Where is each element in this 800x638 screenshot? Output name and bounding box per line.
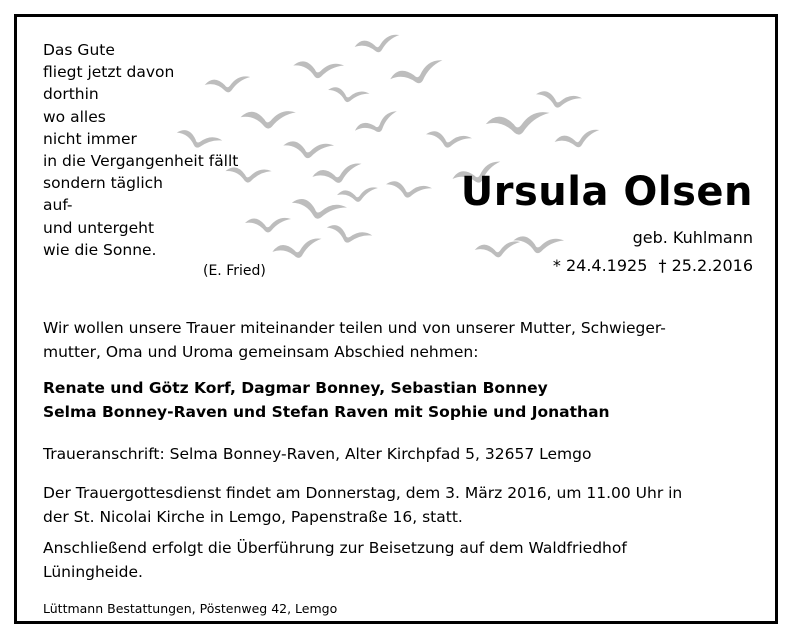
bird-silhouette (245, 218, 291, 233)
bird-silhouette (389, 59, 447, 90)
bird-silhouette (292, 60, 344, 80)
death-date: † 25.2.2016 (658, 256, 753, 275)
birth-date: * 24.4.1925 (552, 256, 648, 275)
deceased-name: Ursula Olsen (460, 169, 753, 215)
poem-text: Das Gute fliegt jetzt davon dorthin wo alles nicht immer in die Vergangenheit fällt sondern täglich auf- und untergeht wie die Sonne. (43, 41, 239, 259)
bird-silhouette (485, 111, 551, 137)
mourners-line-2: Selma Bonney-Raven und Stefan Raven mit Sophie und Jonathan (43, 403, 610, 421)
burial-info: Anschließend erfolgt die Überführung zur Beisetzung auf dem Waldfriedhof Lüningheide. (43, 539, 627, 581)
bird-silhouette (512, 235, 564, 255)
poem-author: (E. Fried) (203, 263, 266, 279)
life-dates (547, 256, 753, 275)
service-info: Der Trauergottesdienst findet am Donnerstag, dem 3. März 2016, um 11.00 Uhr in der St. Nicolai Kirche in Lemgo, Papenstraße 16, statt. (43, 484, 683, 526)
intro-text: Wir wollen unsere Trauer miteinander teilen und von unserer Mutter, Schwieger- mutter, Oma und Uroma gemeinsam Abschied nehmen: (43, 319, 666, 361)
bird-silhouette (534, 89, 582, 111)
bird-silhouette (327, 86, 370, 106)
funeral-home-footer: Lüttmann Bestattungen, Pöstenweg 42, Lemgo (43, 601, 338, 616)
bird-silhouette (290, 197, 347, 224)
bird-silhouette (324, 223, 372, 249)
bird-silhouette (337, 187, 379, 204)
bird-silhouette (311, 163, 364, 188)
mourning-address: Traueranschrift: Selma Bonney-Raven, Alter Kirchpfad 5, 32657 Lemgo (43, 445, 592, 463)
bird-silhouette (353, 110, 401, 139)
bird-silhouette (354, 34, 402, 56)
mourners-line-1: Renate und Götz Korf, Dagmar Bonney, Sebastian Bonney (43, 379, 548, 397)
bird-silhouette (282, 140, 334, 160)
bird-silhouette (241, 111, 296, 128)
obituary-frame (14, 14, 778, 624)
maiden-name: geb. Kuhlmann (632, 228, 753, 247)
bird-silhouette (271, 238, 324, 263)
bird-silhouette (554, 129, 602, 151)
bird-silhouette (474, 241, 521, 260)
bird-silhouette (424, 129, 472, 151)
bird-silhouette (384, 179, 432, 201)
